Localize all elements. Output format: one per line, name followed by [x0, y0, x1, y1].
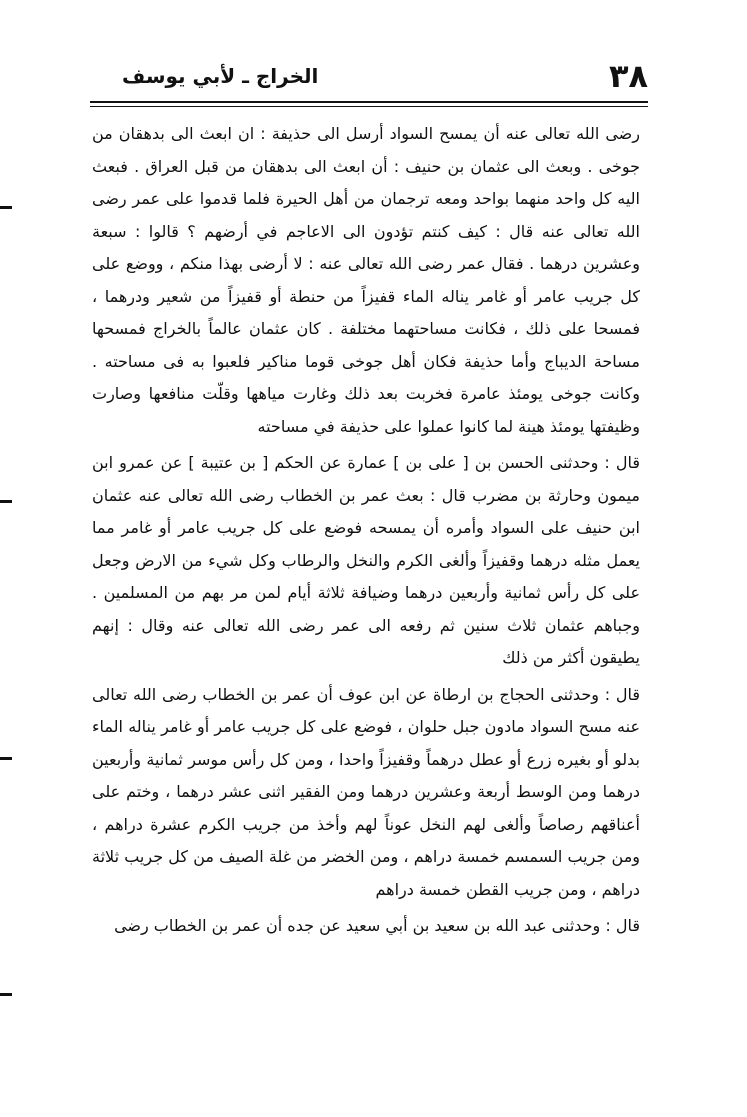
running-title: الخراج ـ لأبي يوسف	[122, 64, 319, 88]
paragraph: قال : وحدثنى الحسن بن [ على بن ] عمارة عن الحكم [ بن عتيبة ] عن عمرو ابن ميمون وحارثة بن مضرب قال : بعث عمر بن الخطاب رضى الله تعالى عنه عثمان ابن حنيف على السواد وأمره أن يمسحه فوضع على كل جريب عامر أو غامر مما يعمل مثله درهما وقفيزاً وألغى الكرم والنخل والرطاب وكل شيء من الارض وجعل على كل رأس ثمانية وأربعين درهما وضيافة ثلاثة أيام لمن مر بهم من المسلمين . وجباهم عثمان ثلاث سنين ثم رفعه الى عمر رضى الله تعالى عنه وقال : إنهم يطيقون أكثر من ذلك	[92, 453, 640, 667]
header-rule-thin	[90, 106, 648, 107]
header-rule-thick	[90, 101, 648, 103]
paragraph: رضى الله تعالى عنه أن يمسح السواد أرسل الى حذيفة : ان ابعث الى بدهقان من جوخى . وبعث الى عثمان بن حنيف : أن ابعث الى بدهقان من قبل العراق . فبعث اليه كل واحد منهما بواحد ومعه ترجمان من أهل الحيرة فلما قدموا على عمر رضى الله تعالى عنه قال : كيف كنتم تؤدون الى الاعاجم في أرضهم ؟ قالوا : سبعة وعشرين درهما . فقال عمر رضى الله تعالى عنه : لا أرضى بهذا منكم ، ووضع على كل جريب عامر أو غامر يناله الماء قفيزاً من حنطة أو قفيزاً من شعير ودرهما ، فمسحا على ذلك ، فكانت مساحتهما مختلفة . كان عثمان عالماً بالخراج فمسحها مساحة الديباج وأما حذيفة فكان أهل جوخى قوما مناكير فلعبوا به فى مساحته . وكانت جوخى يومئذ عامرة فخربت بعد ذلك وغارت مياهها وقلّت منافعها وصارت وظيفتها يومئذ هينة لما كانوا عملوا على حذيفة في مساحته	[92, 124, 640, 436]
margin-tick	[0, 993, 12, 996]
body-text	[92, 118, 640, 943]
page-number: ٣٨	[608, 57, 648, 95]
margin-tick	[0, 500, 12, 503]
paragraph: قال : وحدثنى الحجاج بن ارطاة عن ابن عوف أن عمر بن الخطاب رضى الله تعالى عنه مسح السواد مادون جبل حلوان ، فوضع على كل جريب عامر أو غامر يناله الماء بدلو أو بغيره زرع أو عطل درهماً وقفيزاً واحدا ، ومن كل رأس موسر ثمانية وأربعين درهما ومن الوسط أربعة وعشرين درهما ومن الفقير اثنى عشر درهما ، وختم على أعناقهم رصاصاً وألغى لهم النخل عوناً لهم وأخذ من جريب الكرم عشرة دراهم ، ومن جريب السمسم خمسة دراهم ، ومن الخضر من غلة الصيف من كل جريب ثلاثة دراهم ، ومن جريب القطن خمسة دراهم	[92, 684, 640, 899]
page-header	[88, 52, 648, 100]
margin-tick	[0, 757, 12, 760]
paragraph: قال : وحدثنى عبد الله بن سعيد بن أبي سعيد عن جده أن عمر بن الخطاب رضى	[114, 916, 640, 935]
margin-tick	[0, 206, 12, 209]
